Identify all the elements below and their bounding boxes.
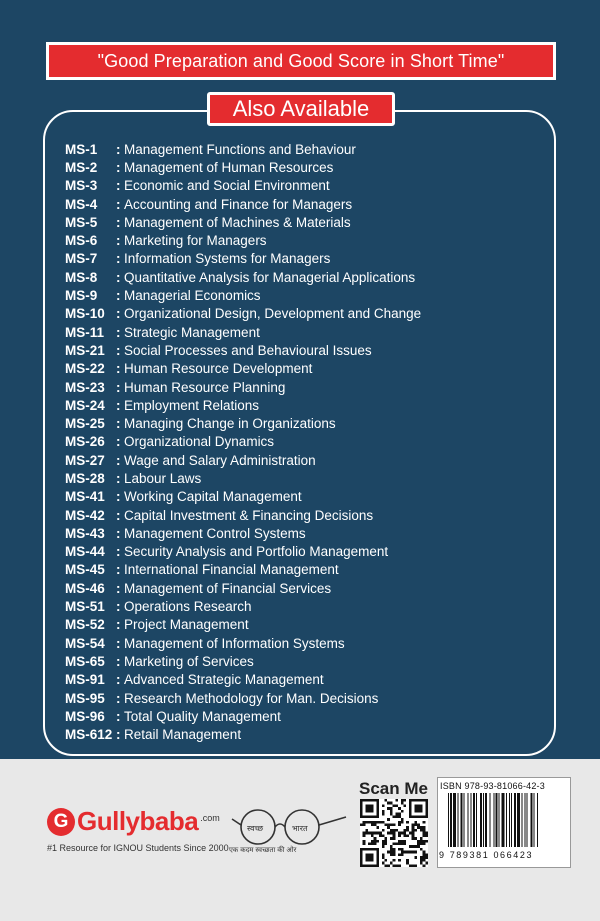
course-separator: :	[116, 617, 121, 633]
course-title: Quantitative Analysis for Managerial Applications	[124, 269, 416, 285]
course-item	[65, 305, 535, 323]
course-separator: :	[116, 141, 121, 157]
course-code: MS-42	[65, 507, 105, 523]
course-separator: :	[116, 635, 121, 651]
course-separator: :	[116, 544, 121, 560]
qr-code-icon	[360, 799, 428, 867]
course-code: MS-24	[65, 397, 105, 413]
course-item	[65, 707, 535, 725]
course-item	[65, 195, 535, 213]
course-title: Employment Relations	[124, 397, 260, 413]
course-title: Wage and Salary Administration	[124, 452, 316, 468]
course-title: Total Quality Management	[124, 708, 281, 724]
course-separator: :	[116, 562, 121, 578]
course-item	[65, 561, 535, 579]
course-separator: :	[116, 233, 121, 249]
course-item	[65, 488, 535, 506]
course-title: Research Methodology for Man. Decisions	[124, 690, 379, 706]
course-item	[65, 689, 535, 707]
course-separator: :	[116, 690, 121, 706]
course-code: MS-25	[65, 416, 105, 432]
course-separator: :	[116, 452, 121, 468]
logo-g-icon: G	[47, 808, 75, 836]
course-code: MS-4	[65, 196, 98, 212]
course-title: Advanced Strategic Management	[124, 672, 324, 688]
logo-suffix: .com	[200, 812, 220, 823]
course-item	[65, 158, 535, 176]
course-separator: :	[116, 379, 121, 395]
slogan-banner	[46, 42, 556, 80]
course-separator: :	[116, 653, 121, 669]
course-title: Management of Human Resources	[124, 159, 334, 175]
course-item	[65, 414, 535, 432]
course-item	[65, 543, 535, 561]
swachh-right-text: भारत	[292, 824, 308, 833]
logo-wordmark: Gullybaba	[77, 806, 199, 836]
course-separator: :	[116, 489, 121, 505]
course-title: Social Processes and Behavioural Issues	[124, 342, 372, 358]
course-title: Information Systems for Managers	[124, 251, 331, 267]
course-separator: :	[116, 342, 121, 358]
course-separator: :	[116, 507, 121, 523]
course-code: MS-11	[65, 324, 105, 340]
course-separator: :	[116, 525, 121, 541]
logo-tagline: #1 Resource for IGNOU Students Since 2000	[47, 843, 229, 853]
course-separator: :	[116, 288, 121, 304]
course-code: MS-2	[65, 159, 98, 175]
isbn-text: ISBN 978-93-81066-42-3	[440, 781, 545, 791]
course-code: MS-10	[65, 306, 105, 322]
course-code: MS-9	[65, 288, 98, 304]
swachh-subtitle: एक कदम स्वच्छता की ओर	[229, 847, 297, 854]
course-separator: :	[116, 361, 121, 377]
course-title: Strategic Management	[124, 324, 260, 340]
course-separator: :	[116, 434, 121, 450]
course-item	[65, 634, 535, 652]
course-item	[65, 360, 535, 378]
course-item	[65, 286, 535, 304]
course-separator: :	[116, 470, 121, 486]
course-item	[65, 231, 535, 249]
course-title: Management of Information Systems	[124, 635, 345, 651]
course-title: Operations Research	[124, 599, 252, 615]
course-title: Accounting and Finance for Managers	[124, 196, 353, 212]
course-list	[65, 140, 535, 744]
course-code: MS-1	[65, 141, 98, 157]
course-code: MS-27	[65, 452, 105, 468]
course-separator: :	[116, 727, 121, 743]
course-item	[65, 579, 535, 597]
course-code: MS-95	[65, 690, 105, 706]
course-item	[65, 378, 535, 396]
course-code: MS-43	[65, 525, 105, 541]
course-title: Labour Laws	[124, 470, 202, 486]
course-title: Human Resource Development	[124, 361, 313, 377]
course-title: Retail Management	[124, 727, 242, 743]
barcode-number: 9 789381 066423	[439, 850, 534, 860]
course-code: MS-612	[65, 727, 113, 743]
course-item	[65, 652, 535, 670]
course-separator: :	[116, 580, 121, 596]
course-title: Managing Change in Organizations	[124, 416, 336, 432]
course-code: MS-52	[65, 617, 105, 633]
course-item	[65, 433, 535, 451]
course-code: MS-51	[65, 599, 105, 615]
course-item	[65, 616, 535, 634]
course-code: MS-6	[65, 233, 98, 249]
course-code: MS-21	[65, 342, 105, 358]
course-separator: :	[116, 214, 121, 230]
also-available-text: Also Available	[232, 96, 370, 121]
course-code: MS-28	[65, 470, 105, 486]
course-separator: :	[116, 672, 121, 688]
course-item	[65, 341, 535, 359]
course-item	[65, 396, 535, 414]
course-title: Marketing for Managers	[124, 233, 267, 249]
course-code: MS-5	[65, 214, 98, 230]
course-title: Management Functions and Behaviour	[124, 141, 356, 157]
course-title: Economic and Social Environment	[124, 178, 330, 194]
course-separator: :	[116, 196, 121, 212]
course-code: MS-96	[65, 708, 105, 724]
gullybaba-logo	[47, 806, 220, 837]
course-title: Management Control Systems	[124, 525, 306, 541]
course-code: MS-54	[65, 635, 105, 651]
course-title: Project Management	[124, 617, 249, 633]
course-item	[65, 323, 535, 341]
course-separator: :	[116, 708, 121, 724]
course-code: MS-45	[65, 562, 105, 578]
course-title: Organizational Dynamics	[124, 434, 275, 450]
course-item	[65, 268, 535, 286]
course-separator: :	[116, 306, 121, 322]
course-item	[65, 213, 535, 231]
course-title: Management of Machines & Materials	[124, 214, 351, 230]
course-item	[65, 177, 535, 195]
course-code: MS-91	[65, 672, 105, 688]
course-item	[65, 469, 535, 487]
course-title: Organizational Design, Development and Change	[124, 306, 422, 322]
course-separator: :	[116, 324, 121, 340]
course-title: Capital Investment & Financing Decisions	[124, 507, 374, 523]
course-code: MS-8	[65, 269, 98, 285]
course-code: MS-65	[65, 653, 105, 669]
also-available-heading	[207, 92, 395, 126]
course-item	[65, 671, 535, 689]
course-separator: :	[116, 178, 121, 194]
course-separator: :	[116, 599, 121, 615]
course-code: MS-41	[65, 489, 105, 505]
course-code: MS-22	[65, 361, 105, 377]
course-code: MS-3	[65, 178, 98, 194]
course-code: MS-23	[65, 379, 105, 395]
course-title: Managerial Economics	[124, 288, 261, 304]
course-title: Security Analysis and Portfolio Management	[124, 544, 389, 560]
course-item	[65, 140, 535, 158]
course-item	[65, 597, 535, 615]
course-title: Management of Financial Services	[124, 580, 332, 596]
scan-me-label: Scan Me	[359, 779, 428, 798]
course-item	[65, 451, 535, 469]
course-title: Marketing of Services	[124, 653, 254, 669]
course-item	[65, 506, 535, 524]
slogan-text: "Good Preparation and Good Score in Short Time"	[97, 50, 505, 71]
course-separator: :	[116, 416, 121, 432]
course-separator: :	[116, 269, 121, 285]
swachh-left-text: स्वच्छ	[247, 824, 264, 833]
course-code: MS-26	[65, 434, 105, 450]
course-code: MS-46	[65, 580, 105, 596]
course-code: MS-7	[65, 251, 98, 267]
course-separator: :	[116, 159, 121, 175]
barcode-icon	[446, 793, 564, 847]
course-title: Human Resource Planning	[124, 379, 286, 395]
course-item	[65, 726, 535, 744]
course-item	[65, 250, 535, 268]
course-title: International Financial Management	[124, 562, 339, 578]
course-title: Working Capital Management	[124, 489, 302, 505]
course-code: MS-44	[65, 544, 105, 560]
course-item	[65, 524, 535, 542]
course-separator: :	[116, 251, 121, 267]
course-separator: :	[116, 397, 121, 413]
